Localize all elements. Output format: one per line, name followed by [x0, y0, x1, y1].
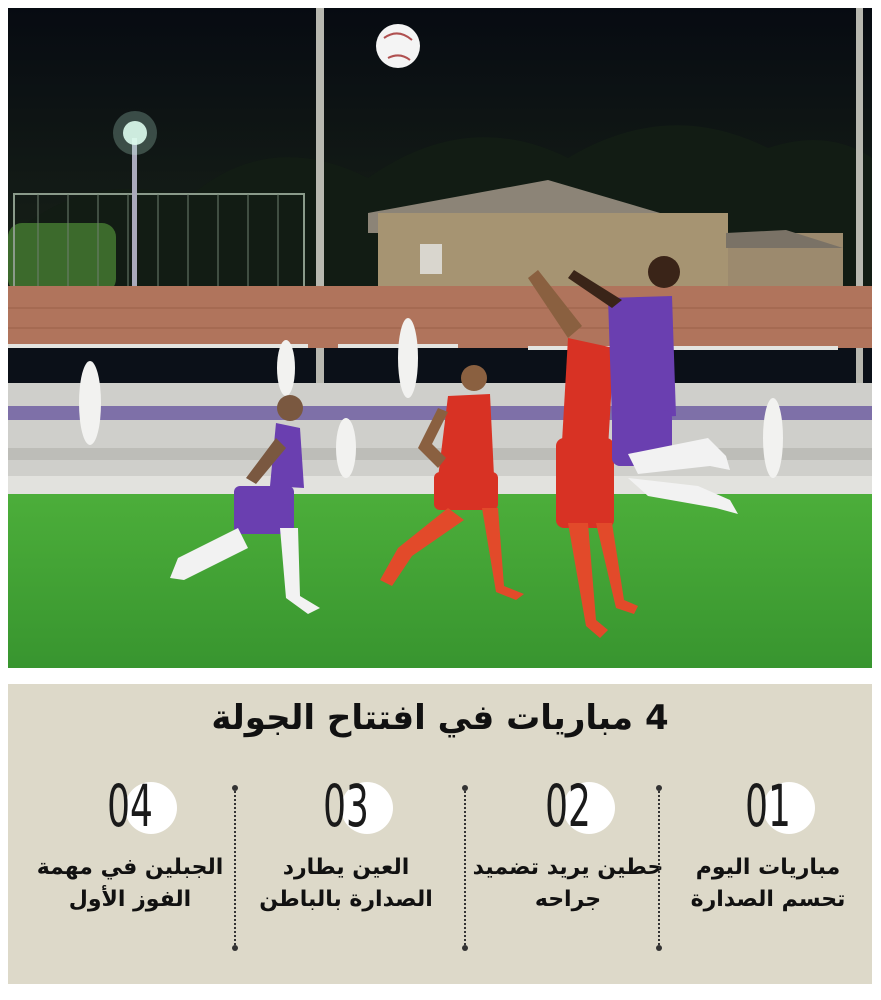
item-03-number-badge [291, 772, 401, 840]
item-03 [246, 772, 446, 916]
item-01-number: 01 [745, 772, 791, 840]
panel-headline: 4 مباريات في افتتاح الجولة [211, 698, 669, 738]
item-04-number-badge [75, 772, 185, 840]
info-panel [8, 684, 872, 984]
divider-3 [658, 788, 660, 948]
match-photo-illustration [8, 8, 872, 668]
item-02 [468, 772, 668, 916]
item-02-number: 02 [545, 772, 591, 840]
item-04-number: 04 [107, 772, 153, 840]
item-03-caption: العين يطارد الصدارة بالباطن [259, 855, 433, 912]
item-01-number-badge [713, 772, 823, 840]
item-02-caption: حطين يريد تضميد جراحه [472, 855, 664, 912]
item-03-number: 03 [323, 772, 369, 840]
divider-1 [234, 788, 236, 948]
bottom-strip [0, 986, 881, 1000]
divider-2 [464, 788, 466, 948]
item-04 [30, 772, 230, 916]
item-01 [668, 772, 868, 916]
item-01-caption: مباريات اليوم تحسم الصدارة [690, 855, 846, 912]
match-photo [8, 8, 872, 668]
item-04-caption: الجبلين في مهمة الفوز الأول [36, 855, 224, 912]
item-02-number-badge [513, 772, 623, 840]
